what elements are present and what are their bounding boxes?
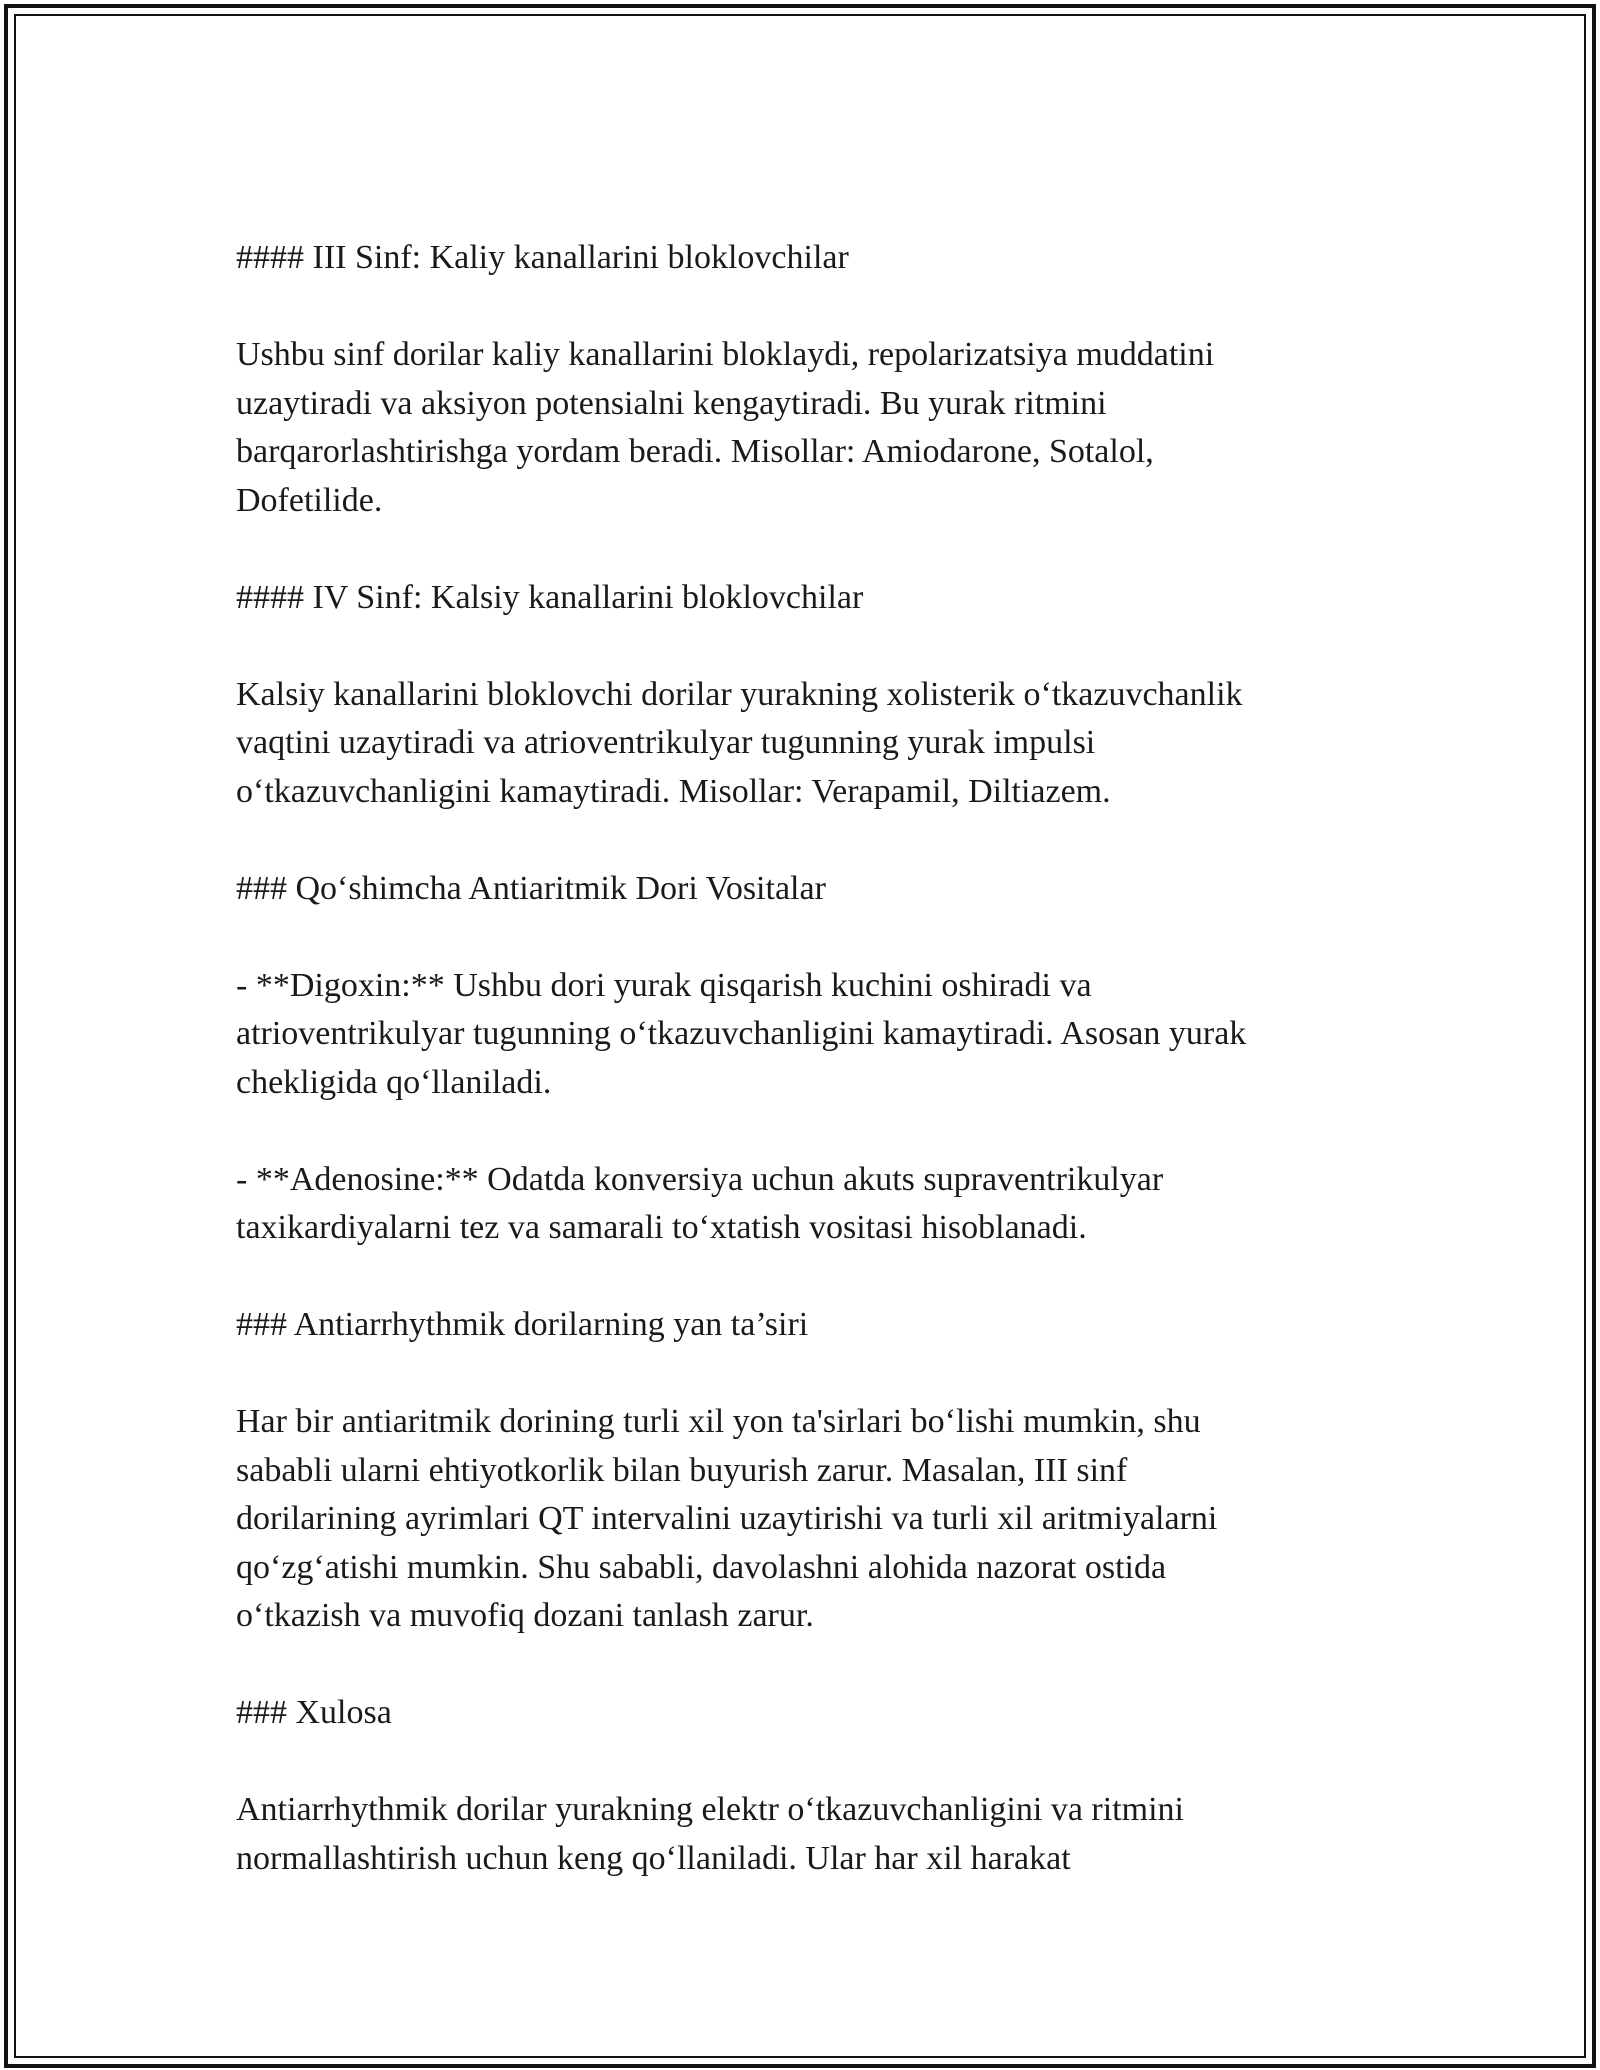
heading-line: ### Antiarrhythmik dorilarning yan ta’siri [236, 1306, 809, 1343]
paragraph-line: normallashtirish uchun keng qo‘llaniladi. Ular har xil harakat [236, 1839, 1071, 1877]
heading-class-iv [236, 574, 1366, 623]
paragraph-line: Dofetilide. [236, 481, 383, 519]
paragraph-side-effects [236, 1398, 1366, 1641]
heading-conclusion [236, 1689, 1366, 1738]
paragraph-line: atrioventrikulyar tugunning o‘tkazuvchanligini kamaytiradi. Asosan yurak [236, 1015, 1247, 1052]
paragraph-line: - **Digoxin:** Ushbu dori yurak qisqarish kuchini oshiradi va [236, 966, 1092, 1004]
paragraph-class-iv [236, 671, 1366, 817]
paragraph-line: chekligida qo‘llaniladi. [236, 1063, 552, 1101]
heading-class-iii [236, 234, 1366, 283]
paragraph-line: - **Adenosine:** Odatda konversiya uchun akuts supraventrikulyar [236, 1160, 1164, 1198]
heading-line: #### III Sinf: Kaliy kanallarini bloklovchilar [236, 239, 849, 276]
document-body [236, 234, 1366, 1932]
heading-line: ### Qo‘shimcha Antiaritmik Dori Vositalar [236, 869, 826, 907]
paragraph-line: sababli ularni ehtiyotkorlik bilan buyurish zarur. Masalan, III sinf [236, 1451, 1128, 1489]
paragraph-line: uzaytiradi va aksiyon potensialni kengaytiradi. Bu yurak ritmini [236, 384, 1107, 422]
paragraph-line: qo‘zg‘atishi mumkin. Shu sababli, davolashni alohida nazorat ostida [236, 1548, 1167, 1586]
heading-line: #### IV Sinf: Kalsiy kanallarini bloklovchilar [236, 578, 864, 616]
paragraph-line: Kalsiy kanallarini bloklovchi dorilar yurakning xolisterik o‘tkazuvchanlik [236, 675, 1243, 713]
paragraph-line: o‘tkazuvchanligini kamaytiradi. Misollar: Verapamil, Diltiazem. [236, 772, 1111, 810]
paragraph-line: Antiarrhythmik dorilar yurakning elektr o‘tkazuvchanligini va ritmini [236, 1791, 1184, 1828]
paragraph-line: dorilarining ayrimlari QT intervalini uzaytirishi va turli xil aritmiyalarni [236, 1500, 1218, 1537]
heading-line: ### Xulosa [236, 1694, 392, 1731]
paragraph-line: taxikardiyalarni tez va samarali to‘xtatish vositasi hisoblanadi. [236, 1209, 1087, 1246]
paragraph-line: vaqtini uzaytiradi va atrioventrikulyar tugunning yurak impulsi [236, 724, 1096, 761]
list-item-adenosine [236, 1156, 1366, 1253]
paragraph-line: Har bir antiaritmik dorining turli xil yon ta'sirlari bo‘lishi mumkin, shu [236, 1403, 1201, 1440]
heading-side-effects [236, 1301, 1366, 1350]
paragraph-class-iii [236, 331, 1366, 525]
paragraph-line: o‘tkazish va muvofiq dozani tanlash zarur. [236, 1597, 814, 1634]
paragraph-line: barqarorlashtirishga yordam beradi. Misollar: Amiodarone, Sotalol, [236, 433, 1154, 470]
paragraph-line: Ushbu sinf dorilar kaliy kanallarini bloklaydi, repolarizatsiya muddatini [236, 336, 1215, 373]
paragraph-conclusion [236, 1786, 1366, 1883]
list-item-digoxin [236, 962, 1366, 1108]
heading-additional-drugs [236, 865, 1366, 914]
